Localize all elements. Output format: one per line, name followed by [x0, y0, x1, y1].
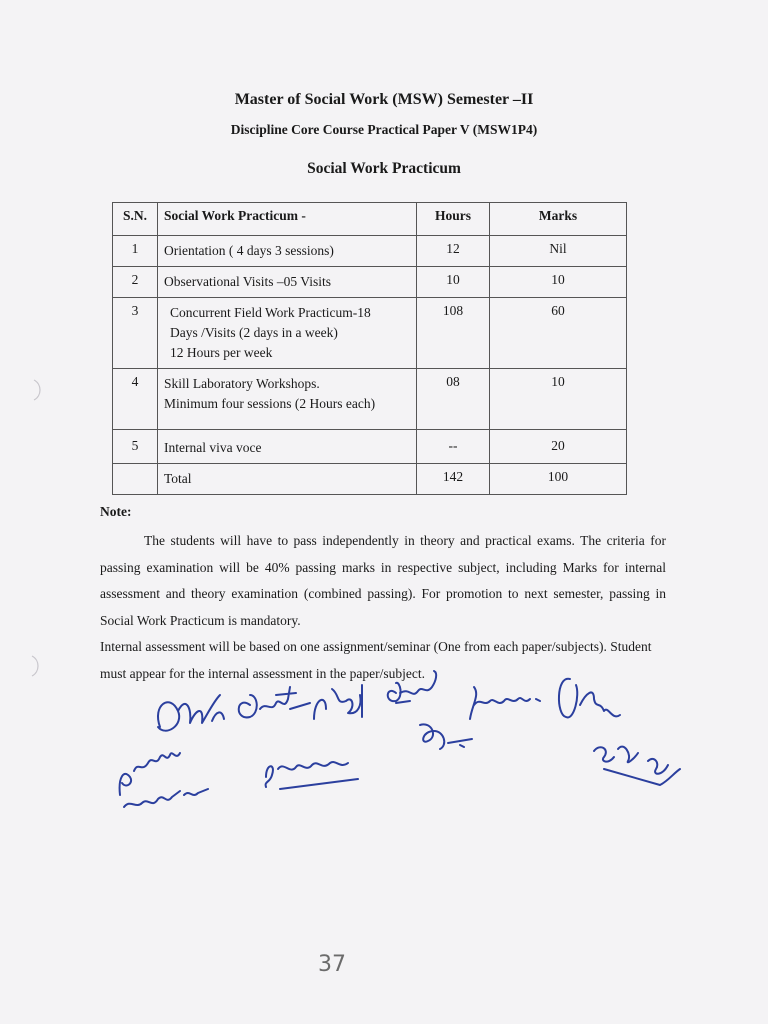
header-hours: Hours — [417, 203, 490, 236]
cell-hours: 10 — [417, 267, 490, 298]
cell-sn: 1 — [113, 236, 158, 267]
table-row — [113, 236, 627, 267]
cell-sn: 3 — [113, 298, 158, 369]
cell-work — [158, 298, 417, 369]
cell-work — [158, 236, 417, 267]
cell-marks: 60 — [490, 298, 627, 369]
note-paragraph: Internal assessment will be based on one assignment/seminar (One from each paper/subjects). Student must appear for the internal assessment in the paper/subject. — [100, 639, 652, 681]
cell-sn: 4 — [113, 369, 158, 430]
table-row — [113, 267, 627, 298]
page-number: 37 — [318, 952, 346, 977]
scan-mark-upper — [30, 378, 44, 402]
note-label: Note: — [100, 504, 132, 519]
cell-marks: 20 — [490, 430, 627, 464]
header-marks: Marks — [490, 203, 627, 236]
signature-4 — [388, 671, 436, 703]
cell-hours: 108 — [417, 298, 490, 369]
cell-hours: -- — [417, 430, 490, 464]
table-total-row — [113, 464, 627, 495]
cell-work-line: Days /Visits (2 days in a week) — [170, 325, 338, 340]
practicum-table — [112, 202, 627, 495]
note-paragraph: The students will have to pass independently in theory and practical exams. The criteria for passing examination will be 40% passing marks in respective subject, including Marks for internal assessment and theory examination (combined passing). For promotion to next semester, passing in Social Work Practicum is mandatory. — [100, 533, 666, 628]
page-subtitle: Discipline Core Course Practical Paper V (MSW1P4) — [230, 122, 538, 137]
cell-total-label: Total — [164, 471, 192, 486]
signature-1 — [158, 695, 224, 731]
signature-2 — [239, 687, 296, 717]
table-header-row — [113, 203, 627, 236]
signature-3 — [290, 685, 362, 719]
cell-sn — [113, 464, 158, 495]
cell-total-hours: 142 — [417, 464, 490, 495]
signatures-area — [100, 665, 700, 825]
cell-work-line: Concurrent Field Work Practicum-18 — [170, 305, 371, 320]
table-row — [113, 430, 627, 464]
cell-work-line: Minimum four sessions (2 Hours each) — [164, 396, 376, 411]
cell-work — [158, 464, 417, 495]
signature-9 — [266, 762, 358, 789]
cell-work — [158, 369, 417, 430]
cell-hours: 12 — [417, 236, 490, 267]
page-title: Master of Social Work (MSW) Semester –II — [234, 91, 534, 108]
table-row — [113, 369, 627, 430]
cell-marks: 10 — [490, 267, 627, 298]
signature-6 — [559, 679, 620, 718]
cell-work-line: Orientation ( 4 days 3 sessions) — [164, 243, 334, 258]
header-sn: S.N. — [113, 203, 158, 236]
cell-work — [158, 267, 417, 298]
cell-work-line: Skill Laboratory Workshops. — [164, 376, 320, 391]
cell-total-marks: 100 — [490, 464, 627, 495]
cell-work-line: Observational Visits –05 Visits — [164, 274, 332, 289]
cell-sn: 2 — [113, 267, 158, 298]
section-heading: Social Work Practicum — [307, 160, 461, 177]
note-body — [100, 528, 666, 687]
signature-5 — [470, 687, 540, 719]
signature-date — [594, 747, 680, 785]
cell-hours: 08 — [417, 369, 490, 430]
signature-7 — [420, 724, 472, 749]
cell-work — [158, 430, 417, 464]
cell-marks: 10 — [490, 369, 627, 430]
cell-marks: Nil — [490, 236, 627, 267]
header-practicum: Social Work Practicum - — [158, 203, 417, 236]
cell-sn: 5 — [113, 430, 158, 464]
table-row — [113, 298, 627, 369]
scan-mark-lower — [28, 654, 42, 678]
cell-work-line: 12 Hours per week — [170, 345, 273, 360]
signature-8 — [120, 753, 208, 807]
cell-work-line: Internal viva voce — [164, 440, 262, 455]
